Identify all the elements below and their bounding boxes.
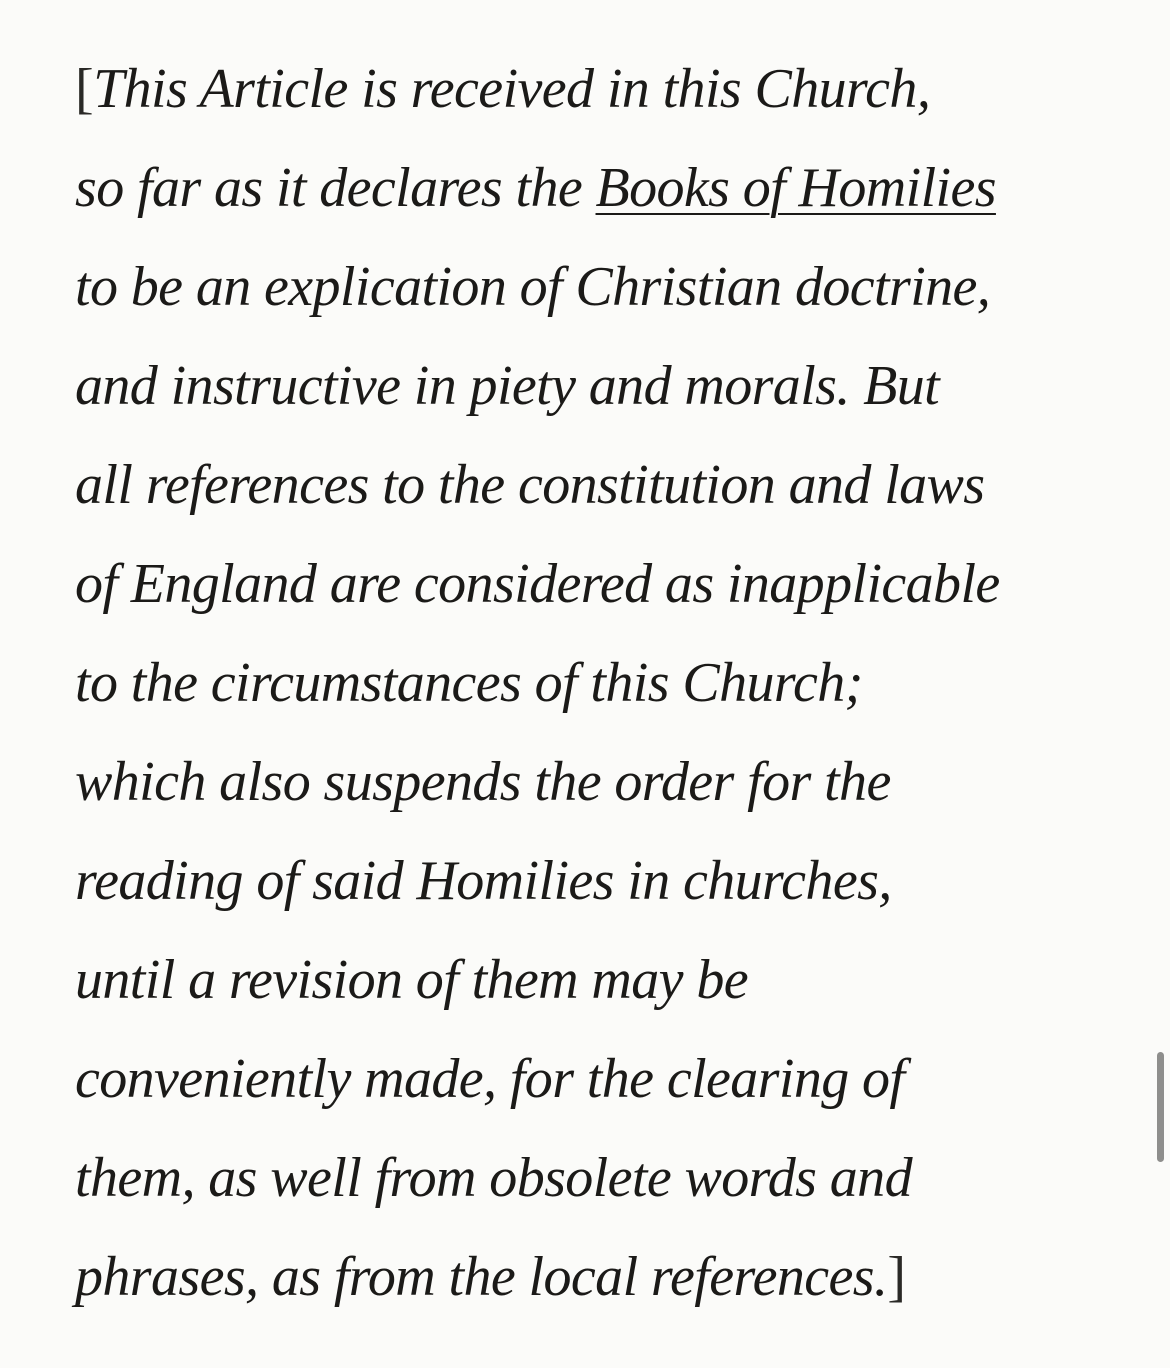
article-note [75,40,1105,1327]
books-of-homilies-link[interactable]: Books of Homilies [595,157,996,219]
vertical-scrollbar[interactable] [1157,1052,1164,1162]
note-line: them, as well from obsolete words and [75,1147,912,1209]
note-line [75,40,1105,139]
note-text: phrases, as from the local references. [75,1246,888,1308]
note-line: of England are considered as inapplicable [75,553,1000,615]
note-line: reading of said Homilies in churches, [75,850,892,912]
note-line: to the circumstances of this Church; [75,652,863,714]
note-text: This Article is received in this Church, [93,58,931,120]
note-line: and instructive in piety and morals. But [75,355,940,417]
close-bracket: ] [887,1246,906,1308]
note-line: all references to the constitution and laws [75,454,985,516]
note-line: to be an explication of Christian doctrine, [75,256,991,318]
note-line [75,139,1105,238]
note-line: conveniently made, for the clearing of [75,1048,905,1110]
open-bracket: [ [75,58,94,120]
note-text: so far as it declares the [75,157,596,219]
note-line: until a revision of them may be [75,949,748,1011]
note-line [75,1228,1105,1327]
note-line: which also suspends the order for the [75,751,891,813]
